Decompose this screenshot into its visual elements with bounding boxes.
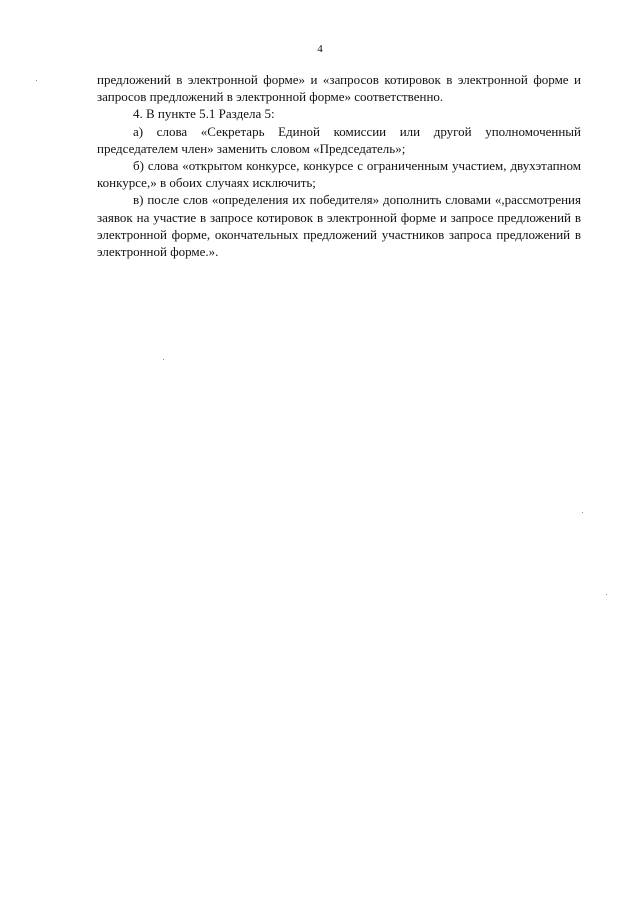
paragraph-subitem-v: в) после слов «определения их победителя» дополнить словами «,рассмотрения заявок на участие в запросе котировок в электронной форме и запросе предложений в электронной форме, окончательных предложений участников запроса предложений в электронной форме.». (97, 192, 581, 260)
scan-speck (36, 80, 37, 81)
page-number: 4 (317, 43, 323, 55)
document-body (97, 71, 581, 260)
paragraph-item-4: 4. В пункте 5.1 Раздела 5: (133, 106, 275, 122)
paragraph-subitem-a: а) слова «Секретарь Единой комиссии или другой уполномоченный председателем член» заменить словом «Председатель»; (97, 123, 581, 156)
paragraph-continuation: предложений в электронной форме» и «запросов котировок в электронной форме и запросов предложений в электронной форме» соответственно. (97, 72, 581, 105)
scan-speck (163, 359, 164, 360)
scan-speck (606, 594, 607, 595)
scan-speck (582, 512, 583, 513)
paragraph-subitem-b: б) слова «открытом конкурсе, конкурсе с ограниченным участием, двухэтапном конкурсе,» в обоих случаях исключить; (97, 158, 581, 191)
